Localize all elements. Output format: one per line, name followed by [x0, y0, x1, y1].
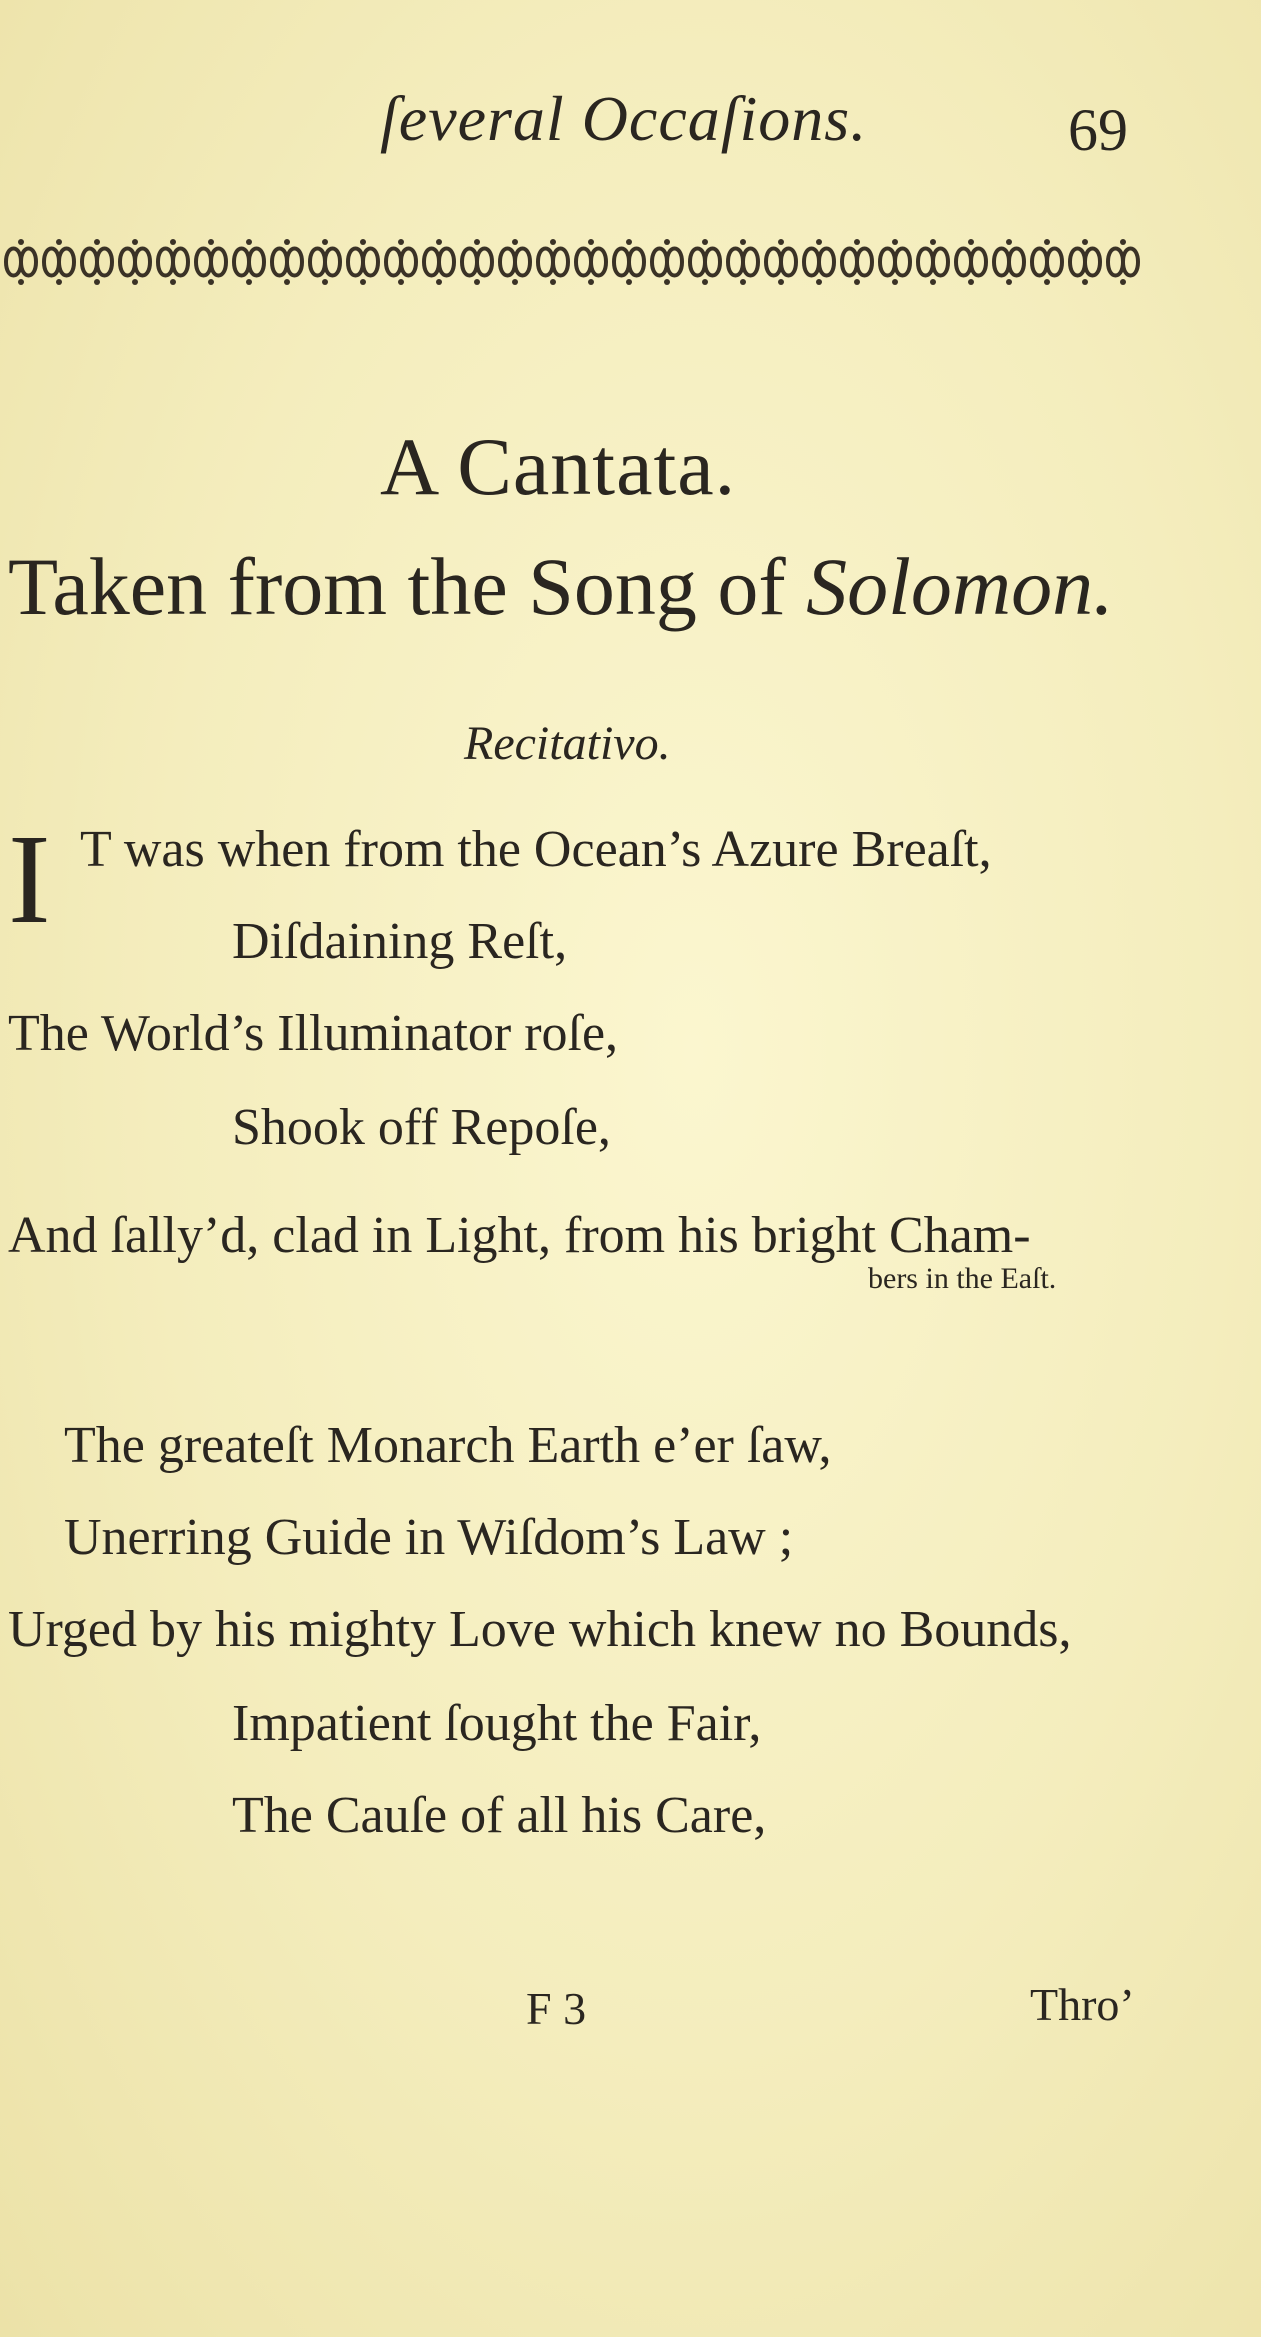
running-head: ſeveral Occaſions.	[380, 83, 868, 154]
verse-line: The Cauſe of all his Care,	[232, 1787, 767, 1844]
drop-cap: I	[8, 808, 51, 950]
catchword: Thro’	[1030, 1979, 1135, 2030]
page-number: 69	[1068, 97, 1128, 163]
poem-title: A Cantata.	[380, 421, 737, 512]
signature-mark: F 3	[526, 1983, 587, 2034]
verse-line: Unerring Guide in Wiſdom’s Law ;	[64, 1509, 794, 1566]
section-heading: Recitativo.	[464, 717, 671, 770]
verse-line: Shook off Repoſe,	[232, 1099, 611, 1156]
verse-line: Diſdaining Reſt,	[232, 913, 568, 970]
verse-line: The World’s Illuminator roſe,	[8, 1005, 619, 1062]
verse-line: And ſally’d, clad in Light, from his bright Cham-	[8, 1207, 1031, 1264]
printers-ornament-band	[2, 234, 1144, 290]
subtitle-emphasis: Solomon.	[806, 541, 1114, 632]
subtitle-text: Taken from the Song of	[8, 541, 807, 632]
verse-line-turnover: bers in the Eaſt.	[868, 1262, 1057, 1295]
verse-line: Impatient ſought the Fair,	[232, 1695, 762, 1752]
verse-line: The greateſt Monarch Earth e’er ſaw,	[64, 1417, 832, 1474]
verse-line: Urged by his mighty Love which knew no Bounds,	[8, 1601, 1072, 1658]
poem-subtitle	[8, 540, 1114, 634]
verse-line: T was when from the Ocean’s Azure Breaſt,	[80, 821, 992, 878]
